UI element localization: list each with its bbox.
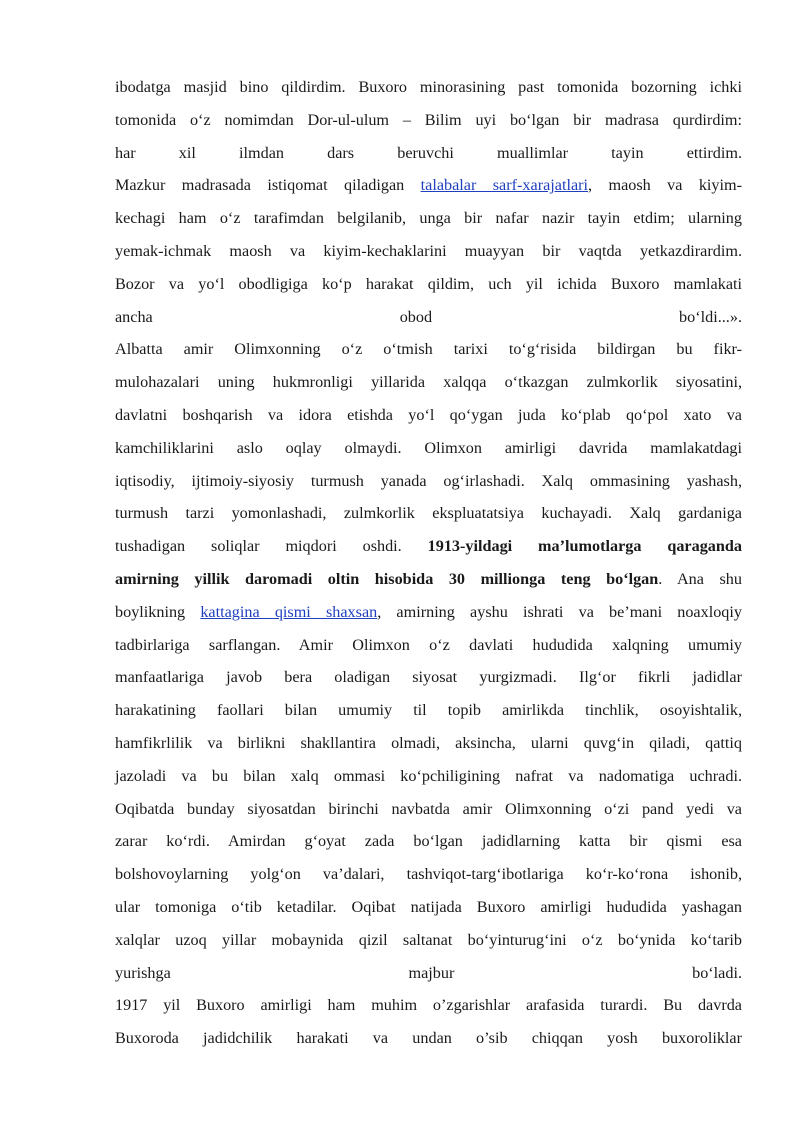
text-line (115, 661, 742, 694)
text-line (115, 268, 742, 301)
text-line (115, 858, 742, 891)
text-run: yurishga majbur bo‘ladi. (115, 963, 742, 982)
text-run: kechagi ham o‘z tarafimdan belgilanib, unga bir nafar nazir tayin etdim; ularning (115, 209, 742, 228)
bold-text-run: 1913-yildagi ma’lumotlarga qaraganda (427, 537, 743, 556)
text-line (115, 957, 742, 990)
text-run: xalqlar uzoq yillar mobaynida qizil saltanat bo‘yinturug‘ini o‘z bo‘ynida ko‘tarib (115, 930, 742, 949)
text-line (115, 694, 742, 727)
text-run: manfaatlariga javob bera oladigan siyosat yurgizmadi. Ilg‘or fikrli jadidlar (115, 668, 742, 687)
text-line (115, 530, 742, 563)
text-run: tushadigan soliqlar miqdori oshdi. (115, 537, 428, 556)
text-run: Oqibatda bunday siyosatdan birinchi navbatda amir Olimxonning o‘zi pand yedi va (115, 799, 742, 818)
text-run: mulohazalari uning hukmronligi yillarida xalqqa o‘tkazgan zulmkorlik siyosatini, (115, 373, 742, 392)
text-run: harakatining faollari bilan umumiy til topib amirlikda tinchlik, osoyishtalik, (115, 701, 742, 720)
text-run: ancha obod bo‘ldi...». (115, 307, 742, 326)
text-run: , maosh va kiyim- (588, 176, 742, 195)
text-line (115, 924, 742, 957)
text-line (115, 465, 742, 498)
text-run: Mazkur madrasada istiqomat qiladigan (115, 176, 421, 195)
text-run: yemak-ichmak maosh va kiyim-kechaklarini muayyan bir vaqtda yetkazdirardim. (115, 241, 742, 260)
text-run: turmush tarzi yomonlashadi, zulmkorlik ekspluatatsiya kuchayadi. Xalq gardaniga (115, 504, 742, 523)
text-line (115, 629, 742, 662)
text-line (115, 104, 742, 137)
text-run: 1917 yil Buxoro amirligi ham muhim o’zgarishlar arafasida turardi. Bu davrda (115, 996, 742, 1015)
text-run: hamfikrlilik va birlikni shakllantira olmadi, aksincha, ularni quvg‘in qiladi, qattiq (115, 733, 742, 752)
text-line (115, 169, 742, 202)
text-line (115, 432, 742, 465)
text-line (115, 989, 742, 1022)
hyperlink[interactable]: kattagina qismi shaxsan (200, 602, 378, 621)
text-line (115, 793, 742, 826)
document-body (115, 71, 742, 1055)
text-line (115, 399, 742, 432)
text-run: boylikning (115, 602, 201, 621)
text-line (115, 137, 742, 170)
text-run: . Ana shu (658, 569, 742, 588)
text-run: bolshovoylarning yolg‘on va’dalari, tashviqot-targ‘ibotlariga ko‘r-ko‘rona ishonib, (115, 865, 742, 884)
text-run: jazoladi va bu bilan xalq ommasi ko‘pchiligining nafrat va nadomatiga uchradi. (115, 766, 742, 785)
text-line (115, 366, 742, 399)
text-run: har xil ilmdan dars beruvchi muallimlar tayin ettirdim. (115, 143, 742, 162)
text-run: kamchiliklarini aslo oqlay olmaydi. Olimxon amirligi davrida mamlakatdagi (115, 438, 742, 457)
text-run: tomonida o‘z nomimdan Dor-ul-ulum – Bilim uyi bo‘lgan bir madrasa qurdirdim: (115, 110, 742, 129)
text-run: ular tomoniga o‘tib ketadilar. Oqibat natijada Buxoro amirligi hududida yashagan (115, 897, 742, 916)
hyperlink[interactable]: talabalar sarf-xarajatlari (420, 176, 589, 195)
text-line (115, 563, 742, 596)
text-run: Albatta amir Olimxonning o‘z o‘tmish tarixi to‘g‘risida bildirgan bu fikr- (115, 340, 742, 359)
text-line (115, 825, 742, 858)
text-run: Bozor va yo‘l obodligiga ko‘p harakat qildim, uch yil ichida Buxoro mamlakati (115, 274, 742, 293)
text-run: Buxoroda jadidchilik harakati va undan o’sib chiqqan yosh buxoroliklar (115, 1029, 742, 1048)
text-run: tadbirlariga sarflangan. Amir Olimxon o‘z davlati hududida xalqning umumiy (115, 635, 742, 654)
text-run: , amirning ayshu ishrati va be’mani noaxloqiy (377, 602, 742, 621)
text-line (115, 760, 742, 793)
text-run: ibodatga masjid bino qildirdim. Buxoro minorasining past tomonida bozorning ichki (115, 78, 742, 96)
text-line (115, 596, 742, 629)
text-line (115, 71, 742, 104)
text-line (115, 727, 742, 760)
text-line (115, 1022, 742, 1055)
text-run: iqtisodiy, ijtimoiy-siyosiy turmush yanada og‘irlashadi. Xalq ommasining yashash, (115, 471, 742, 490)
text-run: davlatni boshqarish va idora etishda yo‘l qo‘ygan juda ko‘plab qo‘pol xato va (115, 405, 742, 424)
bold-text-run: amirning yillik daromadi oltin hisobida 30 millionga teng bo‘lgan (115, 569, 659, 588)
text-line (115, 301, 742, 334)
text-line (115, 202, 742, 235)
text-line (115, 333, 742, 366)
text-line (115, 235, 742, 268)
text-run: zarar ko‘rdi. Amirdan g‘oyat zada bo‘lgan jadidlarning katta bir qismi esa (115, 832, 742, 851)
text-line (115, 891, 742, 924)
text-line (115, 497, 742, 530)
